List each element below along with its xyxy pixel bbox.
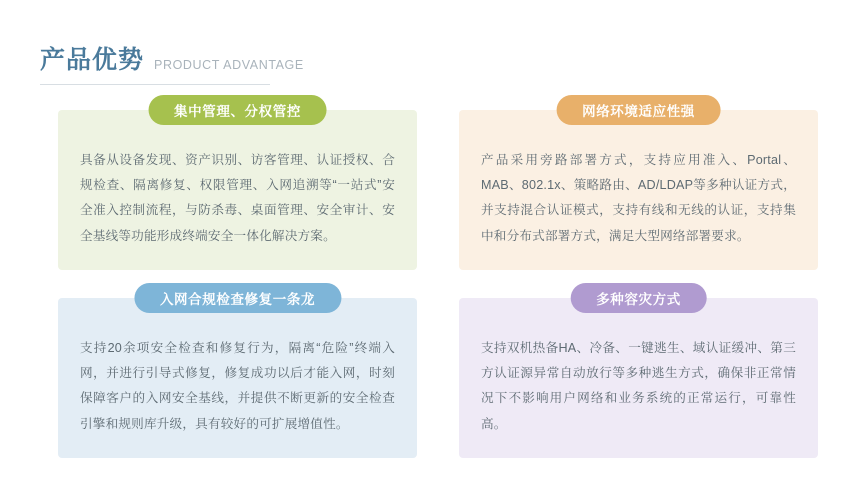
- card-body-text: 产品采用旁路部署方式，支持应用准入、Portal、MAB、802.1x、策略路由、AD/LDAP等多种认证方式，并支持混合认证模式，支持有线和无线的认证，支持集中和分布式部署方式，满足大型网络部署要求。: [481, 153, 796, 243]
- card-title-pill: 多种容灾方式: [570, 283, 707, 313]
- card-title-pill: 网络环境适应性强: [556, 95, 721, 125]
- page-title: 产品优势: [40, 46, 145, 74]
- card-title-pill: 集中管理、分权管控: [148, 95, 327, 125]
- advantage-card: [58, 104, 417, 270]
- card-title-pill: 入网合规检查修复一条龙: [134, 283, 341, 313]
- advantage-card: [459, 104, 818, 270]
- card-body-text: 支持双机热备HA、冷备、一键逃生、域认证缓冲、第三方认证源异常自动放行等多种逃生方式，确保非正常情况下不影响用户网络和业务系统的正常运行，可靠性高。: [481, 341, 796, 431]
- page-header: [40, 48, 304, 73]
- card-body-text: 具备从设备发现、资产识别、访客管理、认证授权、合规检查、隔离修复、权限管理、入网追溯等“一站式”安全准入控制流程，与防杀毒、桌面管理、安全审计、安全基线等功能形成终端安全一体化解决方案。: [80, 153, 395, 243]
- card-body-text: 支持20余项安全检查和修复行为，隔离“危险”终端入网，并进行引导式修复，修复成功以后才能入网，时刻保障客户的入网安全基线，并提供不断更新的安全检查引擎和规则库升级，具有较好的可扩展增值性。: [80, 341, 395, 431]
- advantage-card-grid: [58, 104, 818, 458]
- page-subtitle: PRODUCT ADVANTAGE: [154, 57, 304, 72]
- advantage-card: [459, 292, 818, 458]
- advantage-card: [58, 292, 417, 458]
- header-divider: [40, 84, 270, 85]
